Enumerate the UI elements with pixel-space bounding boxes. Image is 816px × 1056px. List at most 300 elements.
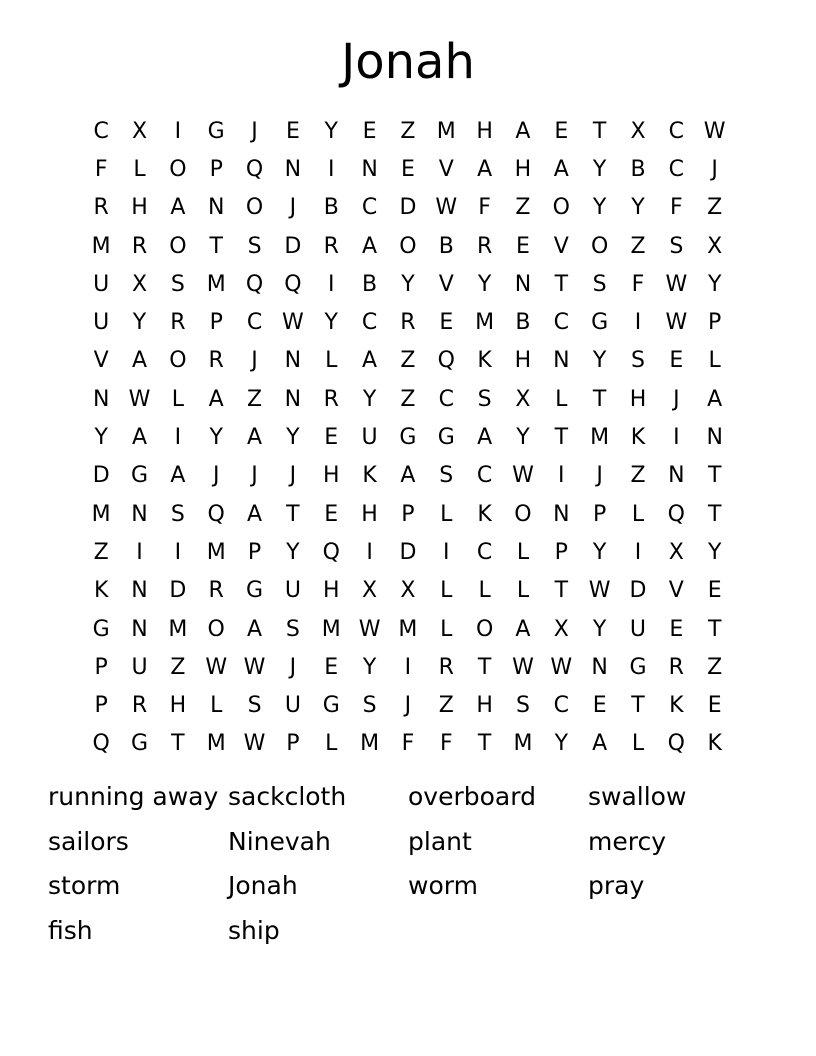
grid-letter: E (285, 118, 300, 144)
grid-letter: H (169, 693, 187, 719)
grid-letter: I (366, 539, 373, 565)
grid-letter: Z (400, 386, 416, 412)
grid-letter: A (247, 616, 263, 642)
grid-letter: M (91, 233, 111, 259)
grid-letter: C (361, 195, 378, 221)
grid-letter: C (476, 539, 493, 565)
grid-letter: W (550, 654, 573, 680)
grid-letter: L (708, 348, 721, 374)
grid-letter: Z (438, 693, 454, 719)
grid-letter: L (325, 348, 338, 374)
grid-letter: P (286, 731, 300, 757)
grid-letter: Z (400, 118, 416, 144)
grid-letter: W (205, 654, 228, 680)
grid-letter: Z (170, 654, 186, 680)
grid-letter: W (435, 195, 458, 221)
grid-letter: Z (707, 195, 723, 221)
grid-letter: Z (630, 463, 646, 489)
grid-letter: A (400, 463, 416, 489)
grid-letter: A (515, 616, 531, 642)
grid-letter: J (289, 195, 297, 221)
word-bank-item: swallow (588, 782, 687, 811)
grid-letter: U (93, 271, 110, 297)
grid-letter: E (592, 693, 607, 719)
grid-letter: K (630, 425, 646, 451)
grid-letter: O (475, 616, 494, 642)
grid-letter: S (631, 348, 645, 374)
grid-letter: W (282, 310, 304, 336)
grid-letter: H (322, 578, 340, 604)
grid-letter: B (362, 271, 378, 297)
grid-letter: N (553, 501, 570, 527)
grid-letter: Y (592, 616, 607, 642)
grid-letter: C (553, 693, 569, 719)
grid-letter: Y (554, 731, 569, 757)
grid-letter: Z (630, 233, 646, 259)
grid-letter: I (634, 539, 642, 565)
word-bank (48, 775, 768, 954)
grid-letter: P (593, 501, 607, 527)
grid-letter: N (284, 386, 302, 412)
grid-letter: K (477, 348, 492, 374)
grid-letter: Y (592, 156, 607, 182)
grid-letter: I (443, 539, 450, 565)
word-search-grid (82, 112, 734, 763)
grid-letter: F (670, 195, 683, 221)
grid-letter: D (284, 233, 302, 259)
grid-letter: Q (667, 731, 685, 757)
grid-letter: M (398, 616, 418, 642)
grid-letter: G (591, 310, 609, 336)
grid-letter: Y (286, 539, 300, 565)
grid-letter: Z (400, 348, 416, 374)
word-bank-item: Ninevah (228, 826, 331, 856)
grid-letter: P (401, 501, 415, 527)
grid-letter: W (128, 386, 151, 412)
grid-letter: L (555, 386, 568, 412)
word-bank-item: sailors (48, 826, 129, 856)
grid-letter: Q (284, 271, 302, 297)
grid-letter: N (131, 501, 148, 527)
grid-letter: D (92, 463, 110, 489)
grid-letter: S (170, 501, 185, 527)
grid-letter: I (404, 654, 412, 680)
grid-letter: N (553, 348, 570, 374)
grid-letter: M (360, 731, 380, 757)
grid-letter: T (477, 654, 492, 680)
grid-letter: M (590, 425, 610, 451)
grid-letter: Z (93, 539, 109, 565)
grid-letter: E (669, 616, 684, 642)
grid-letter: R (170, 310, 186, 336)
grid-letter: I (327, 271, 335, 297)
word-bank-item: running away (48, 782, 219, 811)
grid-letter: D (399, 195, 417, 221)
grid-letter: H (361, 501, 378, 527)
grid-letter: N (361, 156, 378, 182)
grid-letter: A (592, 731, 608, 757)
grid-letter: M (206, 731, 226, 757)
grid-letter: B (630, 156, 646, 182)
grid-letter: S (247, 693, 262, 719)
grid-letter: V (668, 578, 684, 604)
grid-letter: Q (437, 348, 455, 374)
word-bank-item: pray (588, 871, 645, 901)
grid-letter: A (247, 425, 263, 451)
grid-letter: Q (245, 156, 264, 182)
grid-letter: T (477, 731, 492, 757)
grid-letter: X (668, 539, 684, 565)
grid-letter: H (514, 156, 532, 182)
grid-letter: N (92, 386, 110, 412)
grid-letter: D (629, 578, 647, 604)
grid-letter: T (631, 693, 645, 719)
grid-letter: G (130, 463, 149, 489)
grid-letter: N (591, 654, 608, 680)
grid-letter: E (362, 118, 377, 144)
grid-letter: A (208, 386, 224, 412)
grid-letter: O (514, 501, 532, 527)
grid-letter: C (668, 156, 685, 182)
grid-letter: R (208, 578, 224, 604)
word-bank-item: storm (48, 871, 121, 901)
grid-letter: R (131, 233, 148, 259)
grid-letter: W (243, 731, 266, 757)
grid-letter: W (703, 118, 726, 144)
grid-letter: Y (592, 195, 607, 221)
grid-letter: T (554, 578, 569, 604)
grid-letter: Y (132, 310, 147, 336)
word-bank-item: mercy (588, 826, 667, 856)
grid-letter: J (404, 693, 412, 719)
grid-letter: A (553, 156, 569, 182)
grid-letter: T (171, 731, 185, 757)
grid-letter: P (94, 654, 108, 680)
grid-letter: O (590, 233, 609, 259)
grid-letter: M (206, 539, 226, 565)
grid-letter: A (170, 195, 186, 221)
grid-letter: I (634, 310, 642, 336)
grid-letter: M (168, 616, 188, 642)
grid-letter: W (512, 463, 534, 489)
grid-letter: Y (324, 118, 338, 144)
grid-letter: I (673, 425, 680, 451)
grid-letter: D (169, 578, 187, 604)
grid-letter: C (93, 118, 109, 144)
grid-letter: J (289, 654, 297, 680)
grid-letter: P (94, 693, 108, 719)
grid-letter: M (513, 731, 533, 757)
grid-letter: Q (667, 501, 685, 527)
grid-letter: R (476, 233, 493, 259)
grid-letter: N (131, 616, 148, 642)
grid-letter: H (131, 195, 148, 221)
grid-letter: L (133, 156, 146, 182)
grid-letter: J (251, 348, 258, 374)
grid-letter: L (631, 731, 645, 757)
grid-letter: F (439, 731, 453, 757)
grid-letter: X (131, 271, 148, 297)
grid-letter: S (247, 233, 262, 259)
grid-letter: O (169, 348, 187, 374)
grid-letter: A (131, 348, 148, 374)
grid-letter: Y (707, 271, 722, 297)
grid-letter: U (93, 310, 110, 336)
grid-letter: Z (247, 386, 263, 412)
grid-letter: D (399, 539, 417, 565)
grid-letter: C (438, 386, 454, 412)
grid-letter: R (131, 693, 148, 719)
puzzle-title: Jonah (341, 34, 475, 90)
grid-letter: G (130, 731, 149, 757)
grid-letter: N (668, 463, 685, 489)
grid-letter: R (438, 654, 454, 680)
grid-letter: S (170, 271, 185, 297)
grid-letter: L (210, 693, 223, 719)
grid-letter: A (362, 348, 378, 374)
grid-letter: M (206, 271, 226, 297)
grid-letter: P (554, 539, 568, 565)
grid-letter: A (170, 463, 186, 489)
grid-letter: A (515, 118, 531, 144)
grid-letter: Y (477, 271, 492, 297)
word-bank-item: worm (408, 871, 478, 901)
grid-letter: T (707, 463, 722, 489)
grid-letter: H (629, 386, 647, 412)
grid-letter: U (284, 693, 301, 719)
grid-letter: V (438, 271, 454, 297)
grid-letter: L (440, 616, 453, 642)
grid-letter: H (514, 348, 532, 374)
grid-letter: A (707, 386, 723, 412)
grid-letter: Y (362, 386, 377, 412)
grid-letter: J (711, 156, 718, 182)
grid-letter: M (436, 118, 456, 144)
grid-letter: I (174, 118, 182, 144)
grid-letter: J (212, 463, 220, 489)
grid-letter: X (553, 616, 569, 642)
grid-letter: C (476, 463, 493, 489)
grid-letter: E (554, 118, 569, 144)
grid-letter: S (362, 693, 377, 719)
grid-letter: Y (209, 425, 223, 451)
grid-letter: S (515, 693, 530, 719)
grid-letter: G (322, 693, 340, 719)
grid-letter: W (512, 654, 534, 680)
grid-letter: A (247, 501, 263, 527)
grid-letter: R (208, 348, 224, 374)
word-bank-item: ship (228, 916, 280, 946)
grid-letter: A (362, 233, 378, 259)
grid-letter: T (554, 425, 569, 451)
grid-letter: V (438, 156, 454, 182)
grid-letter: C (246, 310, 263, 336)
grid-letter: E (324, 425, 339, 451)
word-bank-item: fish (48, 916, 93, 946)
grid-letter: H (322, 463, 340, 489)
grid-letter: E (669, 348, 684, 374)
grid-letter: Y (401, 271, 415, 297)
grid-letter: P (708, 310, 722, 336)
grid-letter: L (478, 578, 491, 604)
grid-letter: J (673, 386, 680, 412)
grid-letter: Y (94, 425, 108, 451)
grid-letter: Z (707, 654, 723, 680)
grid-letter: Y (362, 654, 377, 680)
grid-letter: L (440, 501, 453, 527)
grid-letter: Q (245, 271, 264, 297)
grid-letter: V (553, 233, 569, 259)
grid-letter: I (136, 539, 143, 565)
grid-letter: P (247, 539, 262, 565)
word-bank-item: sackcloth (228, 782, 347, 811)
grid-letter: K (93, 578, 109, 604)
grid-letter: Y (707, 539, 722, 565)
grid-letter: T (592, 386, 607, 412)
grid-letter: A (477, 156, 493, 182)
grid-letter: C (553, 310, 569, 336)
grid-letter: R (668, 654, 684, 680)
grid-letter: S (439, 463, 454, 489)
grid-letter: E (707, 578, 722, 604)
grid-letter: U (629, 616, 647, 642)
grid-letter: Y (592, 539, 607, 565)
grid-letter: X (515, 386, 531, 412)
grid-letter: F (631, 271, 645, 297)
grid-letter: U (361, 425, 378, 451)
grid-letter: A (131, 425, 148, 451)
grid-letter: Y (631, 195, 645, 221)
grid-letter: S (477, 386, 492, 412)
grid-letter: Y (516, 425, 530, 451)
grid-letter: X (362, 578, 378, 604)
grid-letter: W (665, 271, 688, 297)
word-bank-item: overboard (408, 782, 536, 811)
grid-letter: Q (207, 501, 225, 527)
grid-letter: V (93, 348, 109, 374)
grid-letter: O (169, 233, 187, 259)
grid-letter: R (400, 310, 416, 336)
grid-letter: I (558, 463, 565, 489)
grid-letter: O (169, 156, 187, 182)
grid-letter: J (251, 463, 258, 489)
grid-letter: R (323, 386, 339, 412)
grid-letter: F (94, 156, 108, 182)
grid-letter: G (399, 425, 417, 451)
grid-letter: T (209, 233, 223, 259)
grid-letter: L (171, 386, 184, 412)
grid-letter: O (552, 195, 570, 221)
grid-letter: E (324, 501, 339, 527)
grid-letter: N (284, 156, 302, 182)
grid-letter: X (630, 118, 646, 144)
grid-letter: E (400, 156, 415, 182)
grid-letter: S (285, 616, 300, 642)
grid-letter: C (668, 118, 685, 144)
grid-letter: U (131, 654, 148, 680)
grid-letter: K (362, 463, 377, 489)
grid-letter: O (207, 616, 225, 642)
grid-letter: Y (324, 310, 338, 336)
grid-letter: R (93, 195, 109, 221)
grid-letter: H (476, 693, 493, 719)
grid-letter: L (631, 501, 645, 527)
grid-letter: R (323, 233, 339, 259)
grid-letter: S (669, 233, 684, 259)
grid-letter: T (592, 118, 607, 144)
grid-letter: L (325, 731, 338, 757)
grid-letter: W (665, 310, 688, 336)
grid-letter: O (399, 233, 417, 259)
grid-letter: N (207, 195, 225, 221)
grid-letter: Q (92, 731, 110, 757)
grid-letter: T (554, 271, 569, 297)
grid-letter: L (516, 578, 530, 604)
grid-letter: W (358, 616, 381, 642)
grid-letter: J (251, 118, 258, 144)
grid-letter: P (209, 156, 223, 182)
grid-letter: B (323, 195, 339, 221)
grid-letter: W (588, 578, 611, 604)
grid-letter: K (707, 731, 722, 757)
grid-letter: O (245, 195, 264, 221)
grid-letter: L (516, 539, 530, 565)
grid-letter: T (286, 501, 300, 527)
grid-letter: N (514, 271, 532, 297)
grid-letter: E (516, 233, 530, 259)
grid-letter: W (243, 654, 266, 680)
grid-letter: G (629, 654, 647, 680)
grid-letter: N (131, 578, 148, 604)
grid-letter: Y (592, 348, 607, 374)
grid-letter: A (477, 425, 493, 451)
grid-letter: Z (515, 195, 531, 221)
grid-letter: M (91, 501, 111, 527)
grid-letter: F (401, 731, 415, 757)
grid-letter: I (174, 539, 182, 565)
grid-letter: X (131, 118, 148, 144)
grid-letter: I (174, 425, 182, 451)
grid-letter: K (669, 693, 684, 719)
grid-letter: N (706, 425, 723, 451)
grid-letter: H (476, 118, 493, 144)
grid-letter: U (284, 578, 301, 604)
grid-letter: I (327, 156, 335, 182)
grid-letter: K (477, 501, 492, 527)
word-bank-item: plant (408, 826, 472, 856)
grid-letter: T (707, 501, 722, 527)
grid-letter: G (246, 578, 264, 604)
grid-letter: N (284, 348, 302, 374)
grid-letter: B (438, 233, 454, 259)
grid-letter: B (515, 310, 531, 336)
grid-letter: S (592, 271, 607, 297)
grid-letter: E (439, 310, 454, 336)
grid-letter: T (707, 616, 722, 642)
grid-letter: E (707, 693, 722, 719)
grid-letter: G (437, 425, 455, 451)
grid-letter: C (361, 310, 378, 336)
word-bank-item: Jonah (228, 871, 298, 901)
grid-letter: G (92, 616, 110, 642)
grid-letter: F (478, 195, 491, 221)
grid-letter: M (475, 310, 495, 336)
grid-letter: X (400, 578, 416, 604)
grid-letter: Y (286, 425, 300, 451)
grid-letter: J (596, 463, 603, 489)
grid-letter: G (207, 118, 225, 144)
grid-letter: E (324, 654, 339, 680)
